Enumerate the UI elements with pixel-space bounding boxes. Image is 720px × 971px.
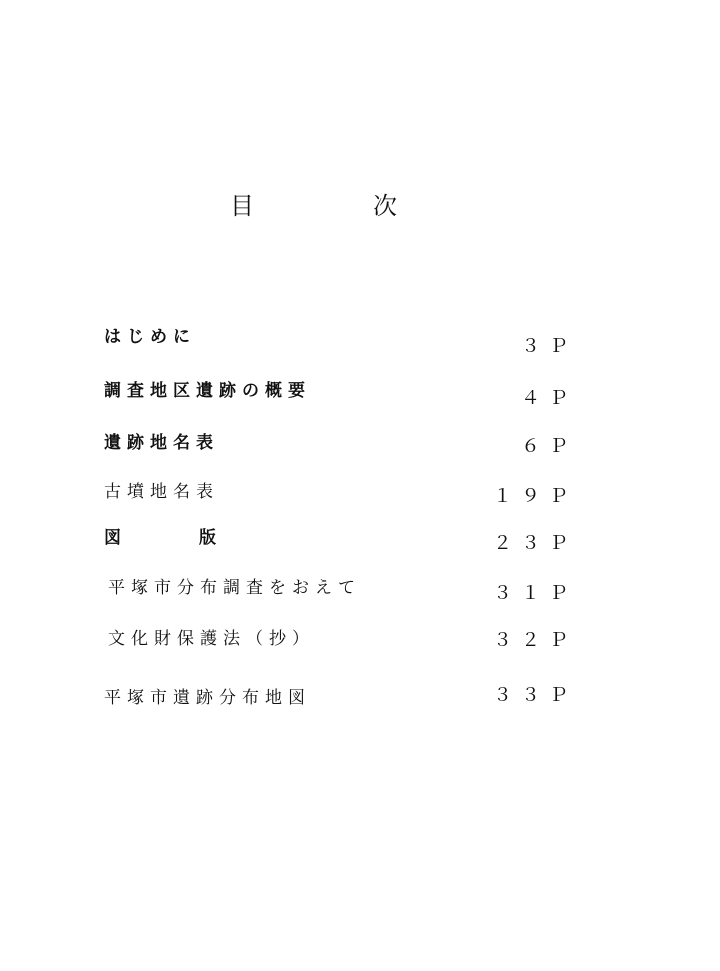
toc-entry-label: 平塚市分布調査をおえて — [108, 578, 361, 598]
toc-entry-page: ３１Ｐ — [492, 582, 577, 604]
toc-entry-label-part-2: 版 — [199, 528, 222, 548]
toc-entry-page: ３２Ｐ — [492, 629, 577, 651]
toc-entry-label: はじめに — [104, 327, 196, 347]
toc-entry-label: 文化財保護法（抄） — [108, 629, 315, 649]
toc-title-char-2: 次 — [373, 192, 397, 220]
toc-entry-page: ３Ｐ — [520, 335, 577, 357]
toc-entry-page: ６Ｐ — [520, 435, 577, 457]
toc-entry-page: ４Ｐ — [520, 387, 577, 409]
toc-entry-label: 平塚市遺跡分布地図 — [104, 688, 311, 708]
toc-entry-page: ２３Ｐ — [492, 532, 577, 554]
toc-entry-page: ３３Ｐ — [492, 684, 577, 706]
toc-entry-label: 遺跡地名表 — [104, 433, 219, 453]
toc-entry-page: １９Ｐ — [492, 485, 577, 507]
toc-entry-label: 調査地区遺跡の概要 — [104, 381, 311, 401]
toc-entry-label: 古墳地名表 — [104, 482, 219, 502]
toc-entry-label-part-1: 図 — [104, 528, 127, 548]
toc-title-char-1: 目 — [230, 192, 254, 220]
